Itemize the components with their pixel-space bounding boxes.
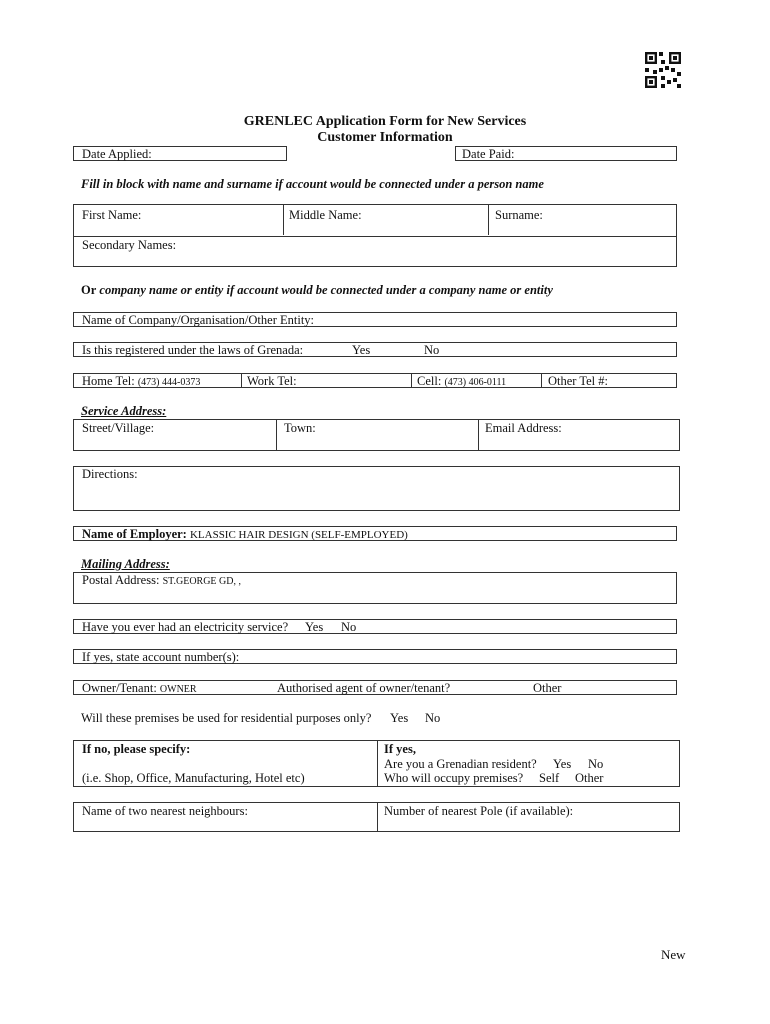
postal-address-label: Postal Address: — [82, 573, 160, 587]
phones-row — [73, 373, 677, 388]
employer-label: Name of Employer: — [82, 527, 187, 541]
registered-question: Is this registered under the laws of Grenada: — [82, 343, 304, 357]
divider — [377, 741, 378, 786]
home-tel-field[interactable] — [82, 374, 200, 389]
service-address-block — [73, 419, 680, 451]
employer-value: KLASSIC HAIR DESIGN (SELF-EMPLOYED) — [189, 529, 408, 541]
surname-field[interactable]: Surname: — [495, 208, 543, 222]
street-village-field[interactable]: Street/Village: — [82, 421, 155, 435]
date-applied-field[interactable] — [73, 146, 287, 161]
registered-yes-option[interactable]: Yes — [352, 343, 371, 357]
middle-name-field[interactable]: Middle Name: — [289, 208, 362, 222]
residential-no-option[interactable]: No — [425, 711, 441, 725]
other-tel-field[interactable]: Other Tel #: — [548, 374, 608, 388]
date-paid-label: Date Paid: — [462, 147, 515, 161]
company-name-field[interactable] — [73, 312, 677, 327]
neighbours-field[interactable]: Name of two nearest neighbours: — [82, 804, 248, 818]
electricity-question: Have you ever had an electricity service? — [82, 620, 289, 634]
resident-no-option[interactable]: No — [588, 757, 604, 771]
employer-field[interactable] — [73, 526, 677, 541]
registered-row — [73, 342, 677, 357]
company-note-or: Or — [81, 283, 97, 297]
mailing-address-heading: Mailing Address: — [81, 557, 170, 571]
occupy-self-option[interactable]: Self — [539, 771, 560, 785]
person-note: Fill in block with name and surname if account would be connected under a person name — [81, 177, 544, 191]
directions-label: Directions: — [82, 467, 138, 481]
divider — [478, 420, 479, 450]
postal-address-field[interactable] — [73, 572, 677, 604]
account-numbers-field[interactable] — [73, 649, 677, 664]
residential-question: Will these premises be used for residential purposes only? — [81, 711, 372, 725]
owner-tenant-value: OWNER — [159, 684, 197, 695]
occupy-question: Who will occupy premises? — [384, 771, 524, 785]
company-note — [81, 283, 553, 298]
divider — [283, 205, 284, 235]
cell-tel-field[interactable] — [417, 374, 506, 389]
divider — [377, 803, 378, 831]
form-title: GRENLEC Application Form for New Services — [243, 114, 527, 129]
cell-tel-label: Cell: — [417, 374, 442, 388]
if-no-examples: (i.e. Shop, Office, Manufacturing, Hotel etc) — [82, 771, 305, 785]
qr-code-icon — [645, 52, 681, 88]
electricity-row — [73, 619, 677, 634]
company-note-text: company name or entity if account would be connected under a company name or entity — [99, 283, 553, 297]
owner-row — [73, 680, 677, 695]
registered-no-option[interactable]: No — [424, 343, 440, 357]
town-field[interactable]: Town: — [284, 421, 316, 435]
divider — [276, 420, 277, 450]
divider — [74, 236, 676, 237]
work-tel-field[interactable]: Work Tel: — [247, 374, 297, 388]
divider — [411, 374, 412, 387]
electricity-yes-option[interactable]: Yes — [305, 620, 324, 634]
resident-question: Are you a Grenadian resident? — [384, 757, 537, 771]
date-paid-field[interactable] — [455, 146, 677, 161]
company-name-label: Name of Company/Organisation/Other Entity: — [82, 313, 315, 327]
date-applied-label: Date Applied: — [82, 147, 152, 161]
electricity-no-option[interactable]: No — [341, 620, 357, 634]
home-tel-value: (473) 444-0373 — [137, 377, 201, 388]
postal-address-value: ST.GEORGE GD, , — [162, 576, 241, 587]
if-yes-heading: If yes, — [384, 742, 416, 756]
owner-other-option[interactable]: Other — [533, 681, 562, 695]
footer-tag: New — [661, 947, 686, 962]
email-address-field[interactable]: Email Address: — [485, 421, 562, 435]
home-tel-label: Home Tel: — [82, 374, 135, 388]
resident-yes-option[interactable]: Yes — [553, 757, 572, 771]
cell-tel-value: (473) 406-0111 — [444, 377, 507, 388]
account-numbers-label: If yes, state account number(s): — [82, 650, 240, 664]
occupy-other-option[interactable]: Other — [575, 771, 604, 785]
owner-tenant-label: Owner/Tenant: — [82, 681, 157, 695]
first-name-field[interactable]: First Name: — [82, 208, 142, 222]
divider — [488, 205, 489, 235]
divider — [541, 374, 542, 387]
person-name-block — [73, 204, 677, 267]
if-no-heading: If no, please specify: — [82, 742, 191, 756]
owner-tenant-field[interactable] — [82, 681, 197, 696]
authorised-agent-option[interactable]: Authorised agent of owner/tenant? — [277, 681, 451, 695]
directions-field[interactable] — [73, 466, 680, 511]
secondary-names-field[interactable]: Secondary Names: — [82, 238, 177, 252]
residential-yes-option[interactable]: Yes — [390, 711, 409, 725]
premises-use-block — [73, 740, 680, 787]
form-subtitle: Customer Information — [317, 130, 453, 145]
service-address-heading: Service Address: — [81, 404, 167, 418]
neighbours-block — [73, 802, 680, 832]
divider — [241, 374, 242, 387]
pole-number-field[interactable]: Number of nearest Pole (if available): — [384, 804, 574, 818]
